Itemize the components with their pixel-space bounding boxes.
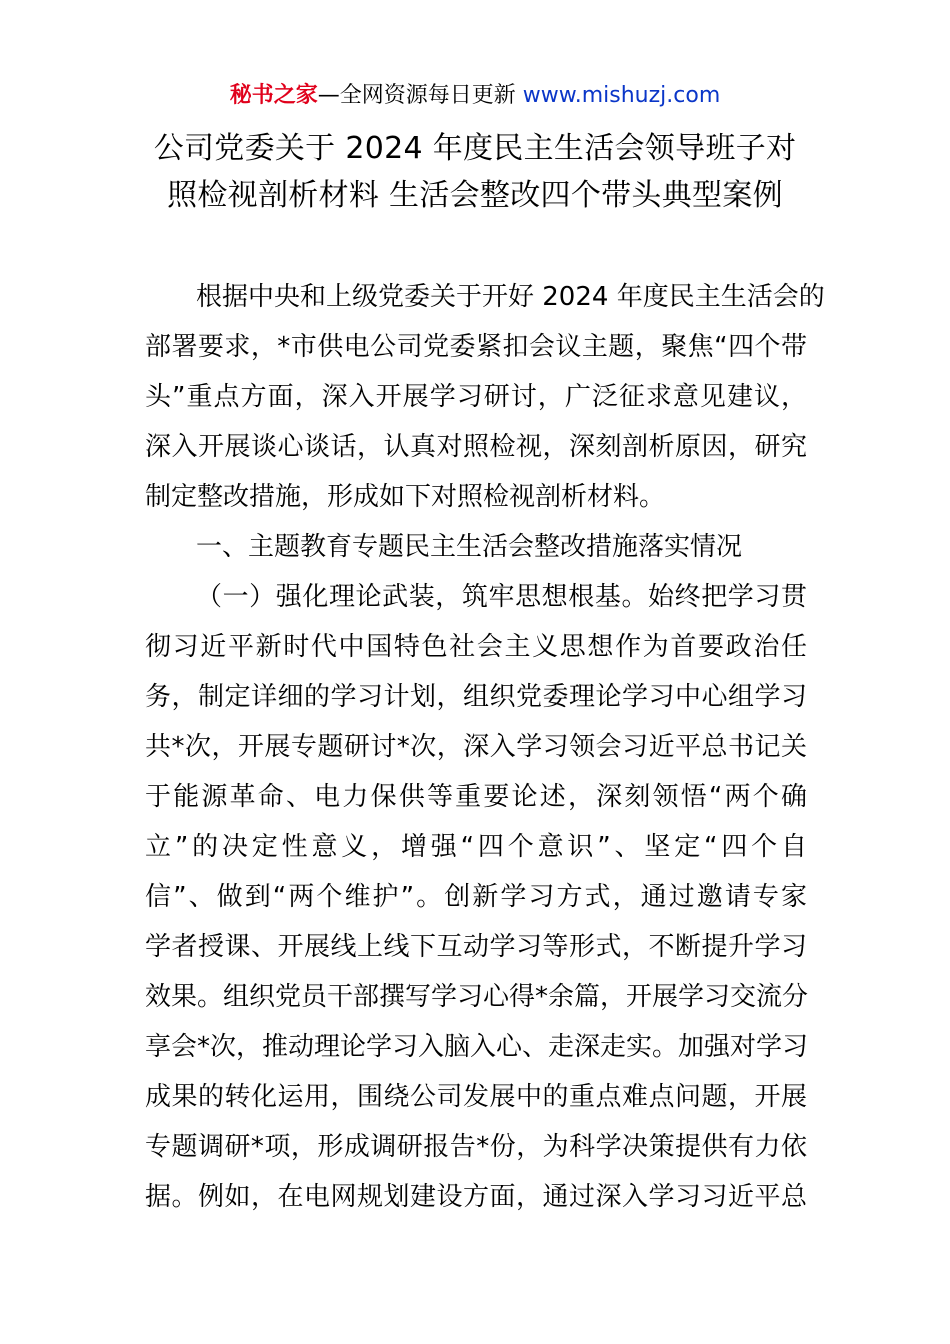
paragraph-1-line-1: 根据中央和上级党委关于开好 2024 年度民主生活会的 bbox=[196, 282, 825, 312]
paragraph-1-line-5: 制定整改措施，形成如下对照检视剖析材料。 bbox=[145, 482, 666, 512]
paragraph-3-line-9: 效果。组织党员干部撰写学习心得*余篇，开展学习交流分 bbox=[145, 982, 809, 1012]
paragraph-1-line-4: 深入开展谈心谈话，认真对照检视，深刻剖析原因，研究 bbox=[145, 432, 807, 462]
paragraph-3-line-1: （一）强化理论武装，筑牢思想根基。始终把学习贯 bbox=[196, 582, 807, 612]
paragraph-1-line-2: 部署要求，*市供电公司党委紧扣会议主题，聚焦“四个带 bbox=[145, 332, 807, 362]
site-url[interactable]: www.mishuzj.com bbox=[522, 83, 721, 108]
section-heading-1: 一、主题教育专题民主生活会整改措施落实情况 bbox=[196, 532, 743, 562]
paragraph-3-line-12: 专题调研*项，形成调研报告*份，为科学决策提供有力依 bbox=[145, 1132, 807, 1162]
site-header bbox=[0, 80, 950, 112]
paragraph-3-line-6: 立”的决定性意义，增强“四个意识”、坚定“四个自 bbox=[145, 832, 807, 862]
document-title-line-1: 公司党委关于 2024 年度民主生活会领导班子对 bbox=[153, 131, 797, 166]
paragraph-3-line-8: 学者授课、开展线上线下互动学习等形式，不断提升学习 bbox=[145, 932, 807, 962]
site-tagline: —全网资源每日更新 bbox=[317, 83, 523, 108]
site-brand: 秘书之家 bbox=[229, 83, 318, 108]
paragraph-1-line-3: 头”重点方面，深入开展学习研讨，广泛征求意见建议， bbox=[145, 382, 807, 412]
paragraph-3-line-5: 于能源革命、电力保供等重要论述，深刻领悟“两个确 bbox=[145, 782, 807, 812]
paragraph-3-line-3: 务，制定详细的学习计划，组织党委理论学习中心组学习 bbox=[145, 682, 807, 712]
document-title-line-2: 照检视剖析材料 生活会整改四个带头典型案例 bbox=[167, 178, 783, 213]
paragraph-3-line-10: 享会*次，推动理论学习入脑入心、走深走实。加强对学习 bbox=[145, 1032, 809, 1062]
paragraph-3-line-13: 据。例如，在电网规划建设方面，通过深入学习习近平总 bbox=[145, 1182, 807, 1212]
paragraph-3-line-7: 信”、做到“两个维护”。创新学习方式，通过邀请专家 bbox=[145, 882, 807, 912]
paragraph-3-line-11: 成果的转化运用，围绕公司发展中的重点难点问题，开展 bbox=[145, 1082, 807, 1112]
paragraph-3-line-4: 共*次，开展专题研讨*次，深入学习领会习近平总书记关 bbox=[145, 732, 807, 762]
paragraph-3-line-2: 彻习近平新时代中国特色社会主义思想作为首要政治任 bbox=[145, 632, 807, 662]
